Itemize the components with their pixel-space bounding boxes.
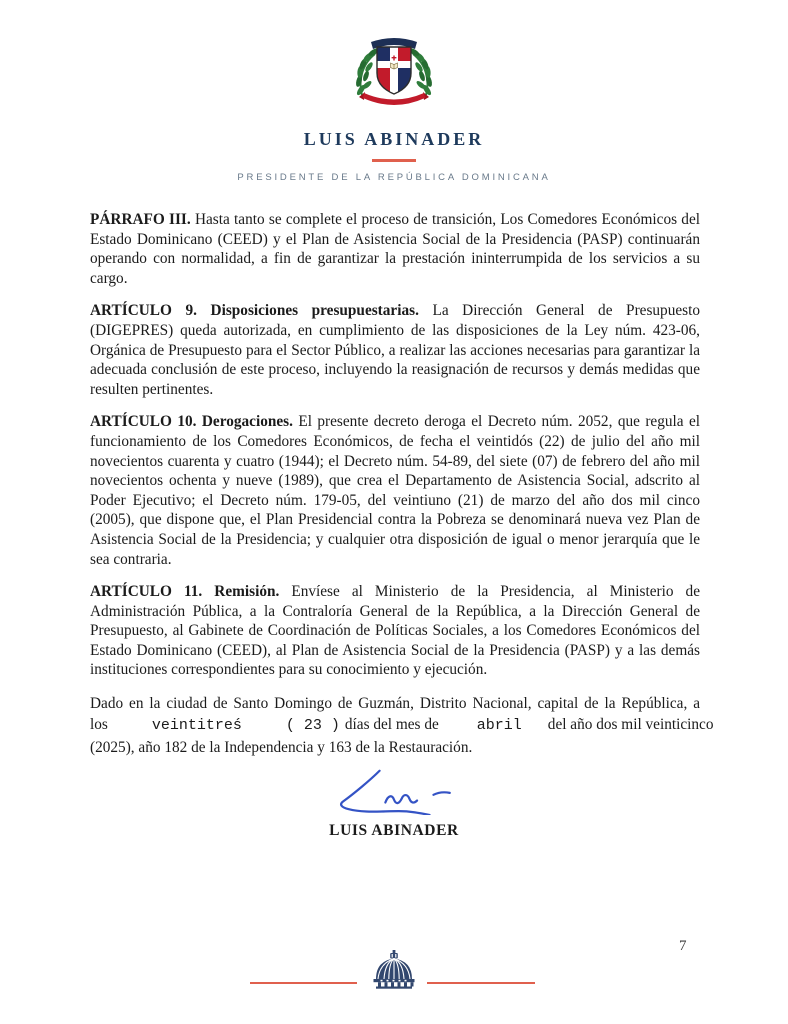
decree-body	[90, 210, 714, 759]
paragraph-parrafo-iii	[90, 210, 700, 288]
typed-month: abril	[476, 717, 522, 735]
paragraph-text: Hasta tanto se complete el proceso de transición, Los Comedores Económicos del Estado Dominicano (CEED) y el Plan de Asistencia Social de la Presidencia (PASP) continuarán operando con normalidad, a fin de garantizar la prestación ininterrumpida de los servicios a su cargo.	[90, 211, 700, 287]
paragraph-text: El presente decreto deroga el Decreto núm. 2052, que regula el funcionamiento de los Comedores Económicos, de fecha el veintidós (22) de julio del año mil novecientos cuarenta y cuatro (1944); el Decreto núm. 54-89, del siete (07) de febrero del año mil novecientos ochenta y nueve (1989), que crea el Departamento de Asistencia Social, adscrito al Poder Ejecutivo; el Decreto núm. 179-05, del veintiuno (21) de marzo del año dos mil cinco (2005), que dispone que, el Plan Presidencial contra la Pobreza se denominará nueva vez Plan de Asistencia Social de la Presidencia; y cualquier otra disposición de igual o menor jerarquía que le sea contraria.	[90, 413, 701, 568]
closing-paragraph	[90, 693, 714, 759]
typed-day-number: ( 23 )	[285, 717, 340, 735]
national-palace-dome-icon	[372, 950, 416, 992]
footer-rule-right	[427, 982, 535, 984]
letterhead	[0, 0, 788, 183]
paragraph-label: ARTÍCULO 11. Remisión.	[90, 583, 280, 601]
paragraph-articulo-10	[90, 412, 700, 569]
paragraph-articulo-9	[90, 301, 700, 399]
paragraph-text: Envíese al Ministerio de la Presidencia, al Ministerio de Administración Pública, a la Contraloría General de la República, a la Dirección General de Presupuesto, al Gabinete de Coordinación de Políticas Sociales, a los Comedores Económicos del Estado Dominicano (CEED), al Plan de Asistencia Social de la Presidencia (PASP) y a las demás instituciones correspondientes para su conocimiento y ejecución.	[90, 583, 700, 679]
closing-mid: días del mes de	[344, 716, 439, 734]
page-number: 7	[679, 938, 687, 954]
closing-line2-end: del año dos mil veinticinco	[547, 716, 714, 734]
paragraph-text: La Dirección General de Presupuesto (DIGEPRES) queda autorizada, en cumplimiento de las disposiciones de la Ley núm. 423-06, Orgánica de Presupuesto para el Sector Público, a realizar las acciones necesarias para garantizar la adecuada conclusión de este proceso, incluyendo la reasignación de recursos y demás medidas que resulten pertinentes.	[90, 302, 700, 398]
signature-block	[0, 765, 788, 840]
paragraph-label: ARTÍCULO 9. Disposiciones presupuestarias.	[90, 302, 419, 320]
president-subtitle: PRESIDENTE DE LA REPÚBLICA DOMINICANA	[237, 172, 551, 183]
closing-line-2	[90, 714, 714, 737]
handwritten-signature-icon	[319, 765, 469, 815]
president-name: LUIS ABINADER	[303, 129, 485, 149]
footer-rule-left	[250, 982, 357, 984]
signer-name: LUIS ABINADER	[329, 822, 459, 840]
paragraph-label: ARTÍCULO 10. Derogaciones.	[90, 413, 293, 431]
dominican-coat-of-arms-icon	[348, 33, 440, 111]
paragraph-articulo-11	[90, 582, 700, 680]
accent-divider	[372, 159, 416, 162]
typed-day-word: veintitreś	[151, 717, 242, 735]
closing-los: los	[90, 716, 108, 734]
closing-line-3: (2025), año 182 de la Independencia y 163 de la Restauración.	[90, 739, 473, 757]
closing-line-1: Dado en la ciudad de Santo Domingo de Guzmán, Distrito Nacional, capital de la República, a	[90, 695, 700, 713]
paragraph-label: PÁRRAFO III.	[90, 211, 191, 228]
